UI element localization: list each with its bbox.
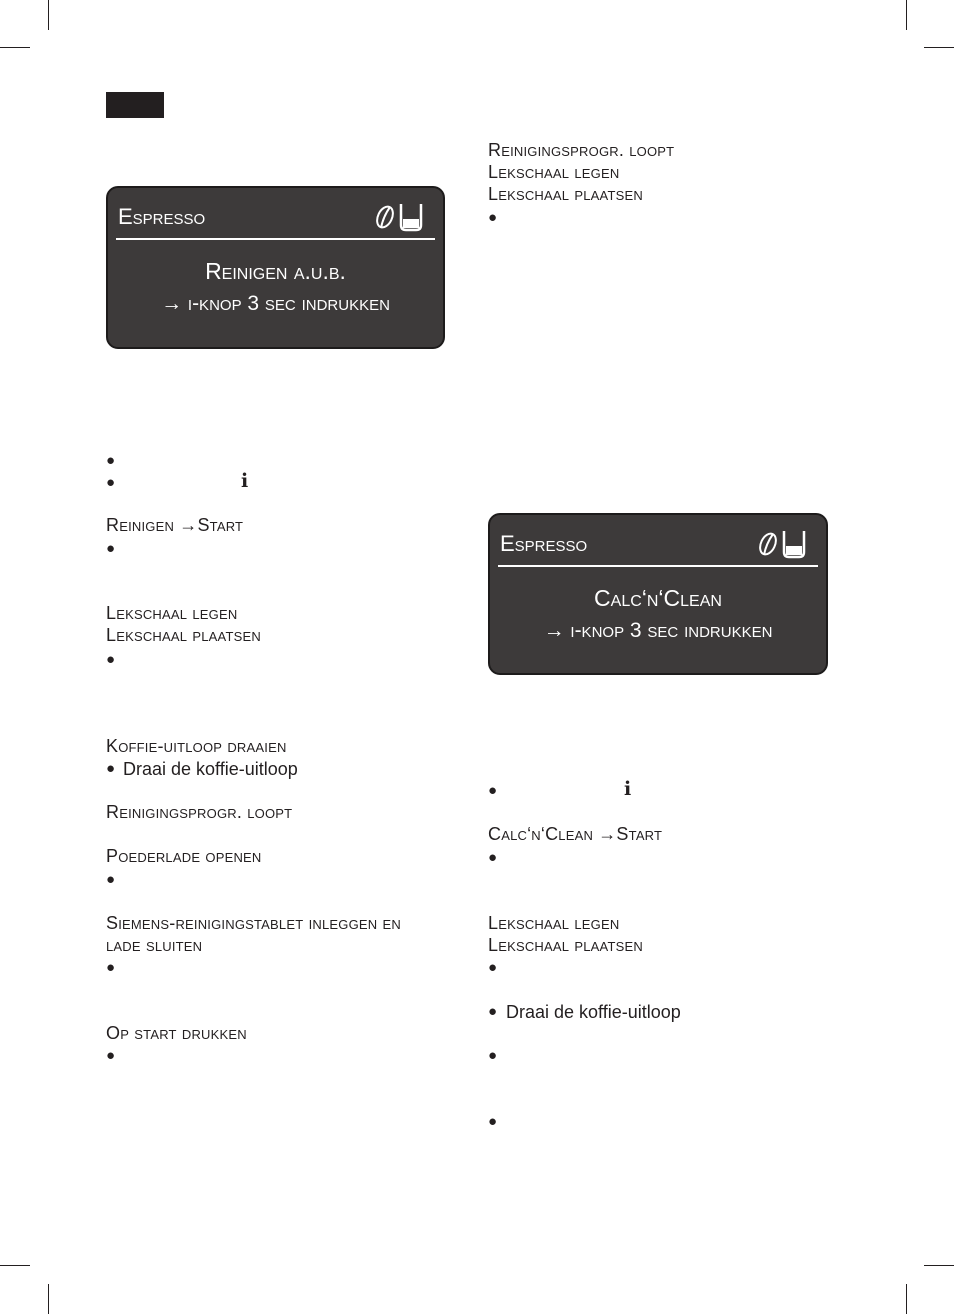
display-icons [758, 527, 814, 559]
step-heading: Lekschaal legen [488, 913, 620, 933]
drip-tray-icon [401, 204, 421, 230]
info-i-symbol: i [241, 470, 249, 492]
step-heading: Lekschaal plaatsen [106, 625, 261, 645]
coffee-bean-icon [375, 204, 396, 230]
step-heading: Reinigingsprogr. loopt [488, 140, 675, 160]
bullet: ● [488, 1113, 498, 1130]
bullet: ● [488, 849, 498, 866]
bullet: ● [488, 1047, 498, 1064]
instruction-text: Draai de koffie-uitloop [123, 759, 298, 779]
crop-mark [0, 47, 30, 48]
step-heading: Lekschaal legen [106, 603, 238, 623]
bullet: ● [106, 474, 116, 491]
drip-tray-icon [784, 531, 804, 557]
display-message: Calc‘n‘Clean [594, 585, 722, 611]
bullet: ● [106, 760, 116, 777]
step-heading: Reinigen →Start [106, 515, 244, 535]
bullet: ● [106, 871, 116, 888]
step-heading: Poederlade openen [106, 846, 262, 866]
crop-mark [906, 0, 907, 30]
bullet: ● [106, 651, 116, 668]
crop-mark [924, 1265, 954, 1266]
bullet: ● [106, 1047, 116, 1064]
coffee-bean-icon [758, 531, 779, 557]
display-divider [116, 238, 435, 240]
crop-mark [48, 1284, 49, 1314]
display-title: Espresso [500, 531, 588, 556]
display-message: Reinigen a.u.b. [205, 258, 346, 284]
bullet: ● [488, 1003, 498, 1020]
display-divider [498, 565, 818, 567]
crop-mark [0, 1265, 30, 1266]
step-heading: Lekschaal plaatsen [488, 184, 643, 204]
step-heading: Reinigingsprogr. loopt [106, 802, 293, 822]
step-heading: Op start drukken [106, 1023, 247, 1043]
instruction-text: Draai de koffie-uitloop [506, 1002, 681, 1022]
bullet: ● [106, 959, 116, 976]
display-instruction: → i-knop 3 sec indrukken [161, 292, 390, 315]
display-panel-reinigen [106, 186, 445, 349]
step-heading: Calc‘n‘Clean →Start [488, 824, 663, 844]
info-i-symbol: i [624, 778, 632, 800]
step-heading: Siemens-reinigingstablet inleggen en [106, 913, 402, 933]
crop-mark [924, 47, 954, 48]
step-heading: Lekschaal plaatsen [488, 935, 643, 955]
crop-mark [906, 1284, 907, 1314]
section-tab-marker [106, 92, 164, 118]
crop-mark [48, 0, 49, 30]
step-heading: Lekschaal legen [488, 162, 620, 182]
bullet: ● [488, 782, 498, 799]
display-icons [375, 200, 431, 232]
step-heading: Koffie-uitloop draaien [106, 736, 287, 756]
display-title: Espresso [118, 204, 206, 229]
bullet: ● [488, 959, 498, 976]
display-instruction: → i-knop 3 sec indrukken [543, 619, 773, 642]
display-panel-calc-clean [488, 513, 828, 675]
bullet: ● [106, 540, 116, 557]
bullet: ● [488, 209, 498, 226]
bullet: ● [106, 452, 116, 469]
step-heading: lade sluiten [106, 935, 203, 955]
